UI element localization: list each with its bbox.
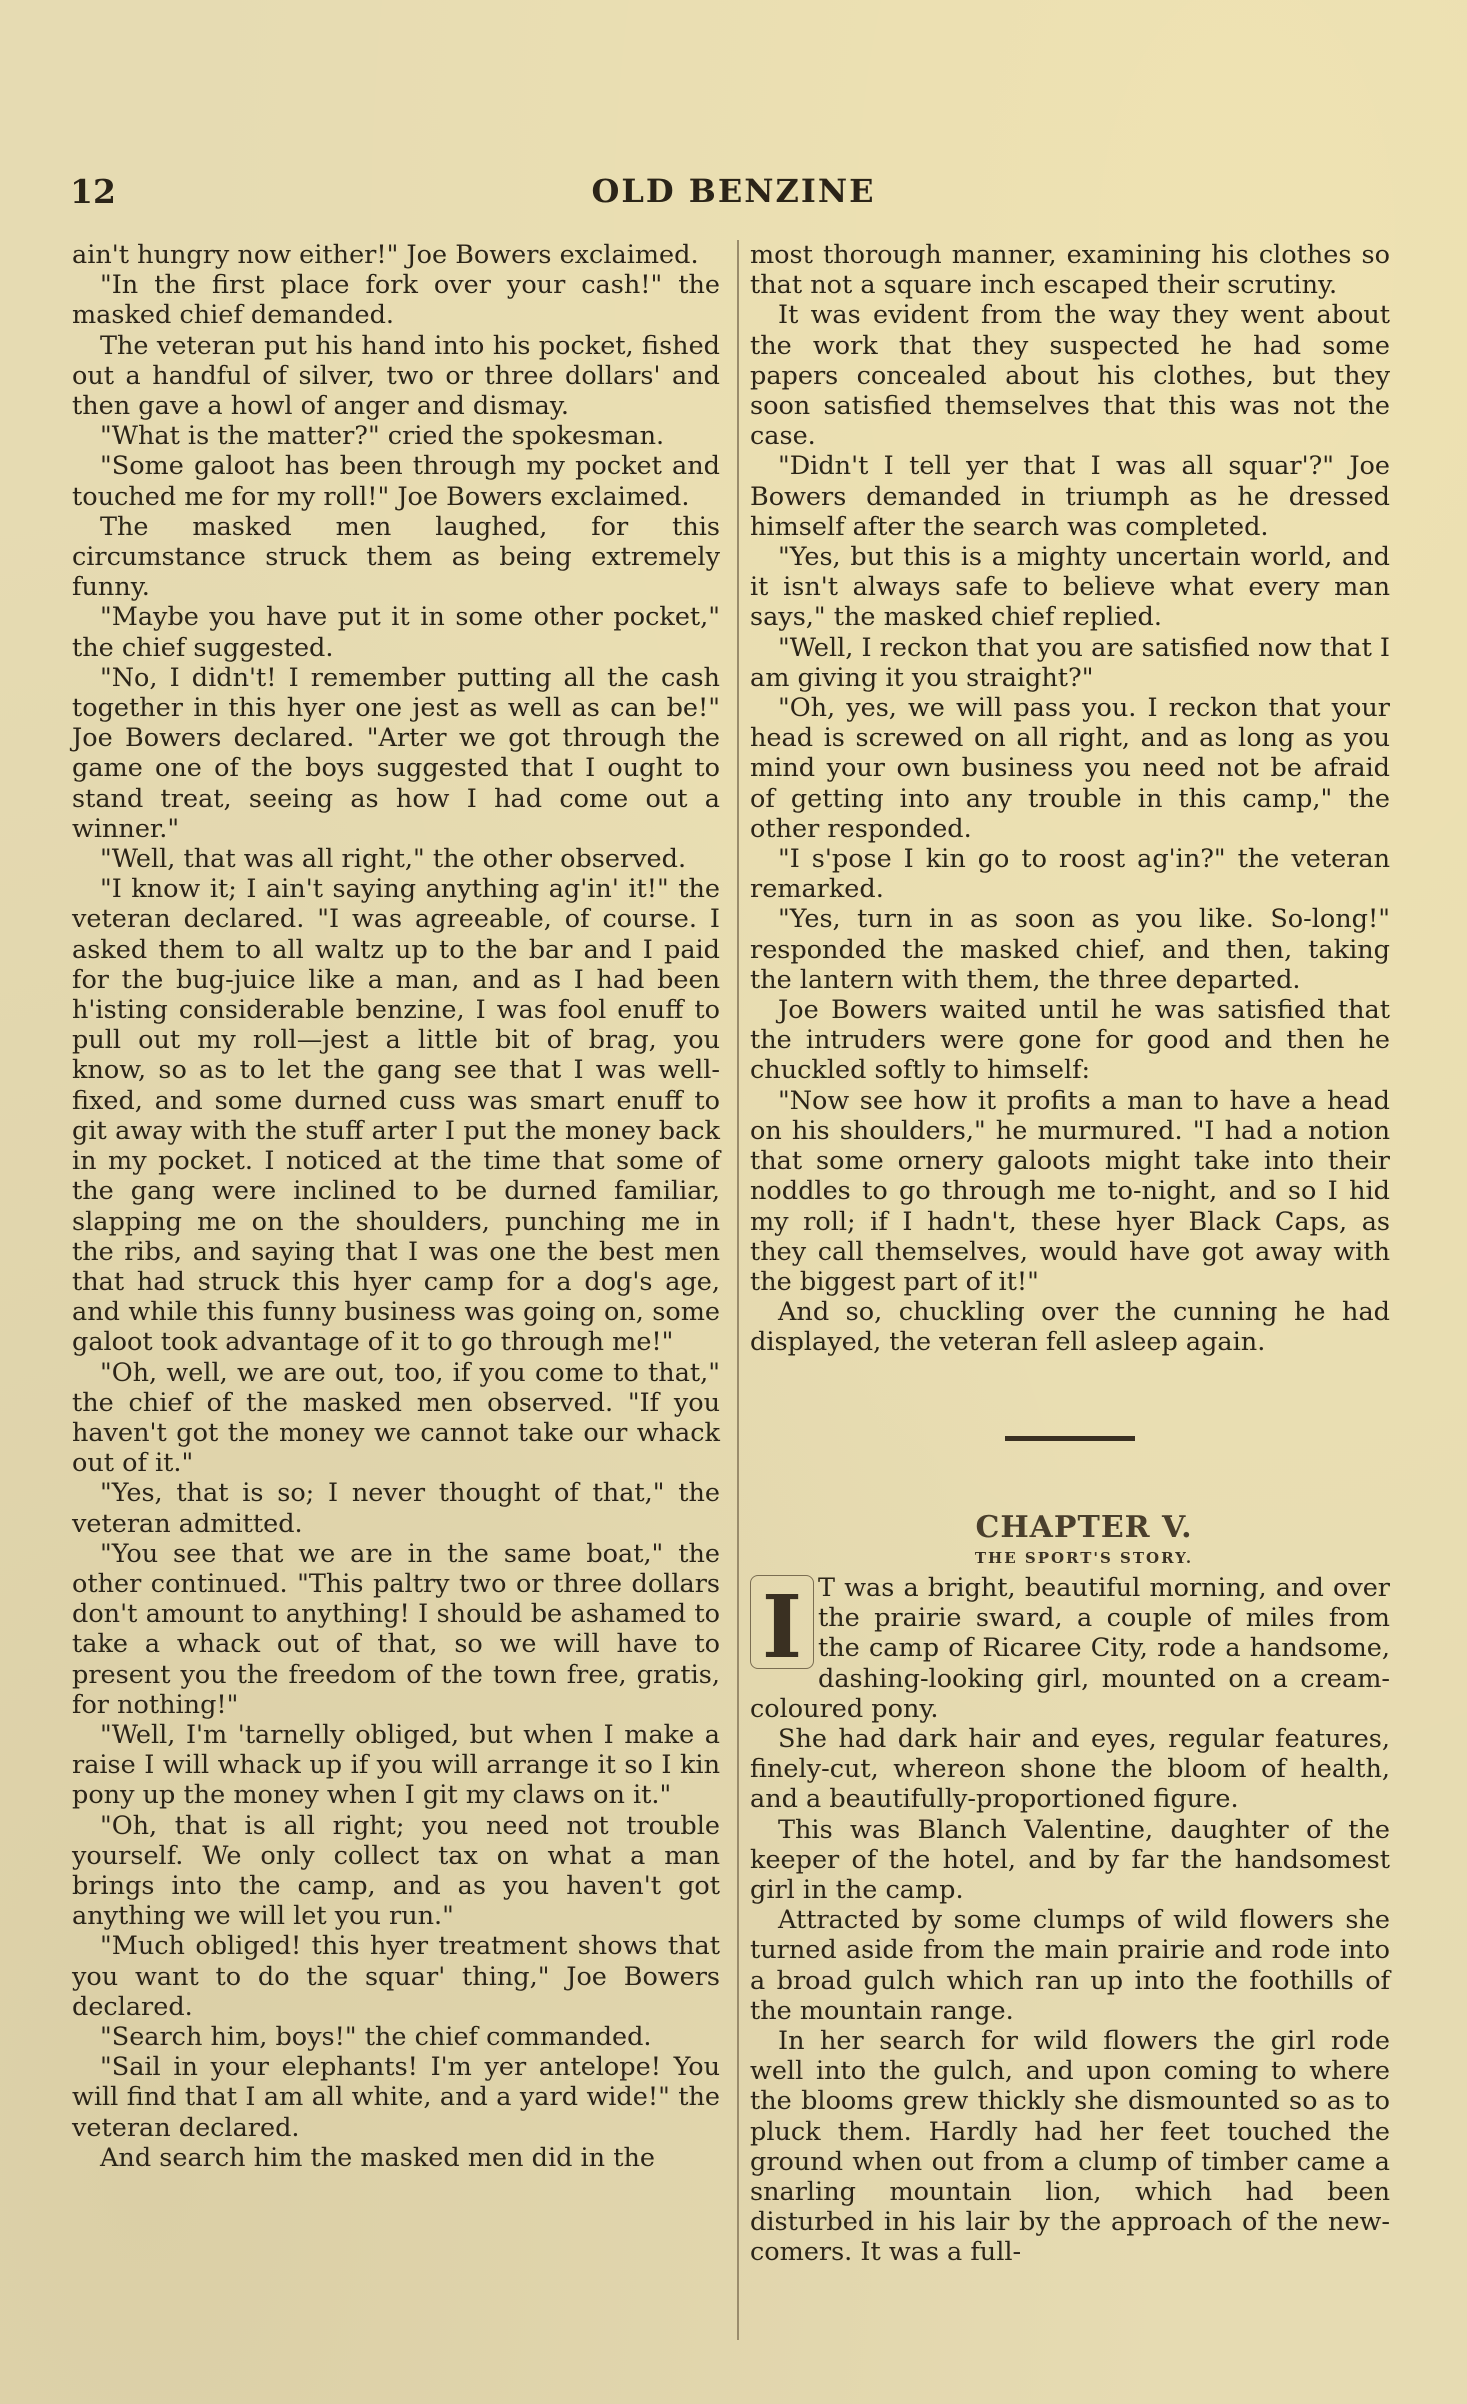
paragraph: "Search him, boys!" the chief commanded.: [100, 2021, 652, 2052]
paragraph: "Much obliged! this hyer treatment shows that you want to do the squar' thing," Joe Bowers declared.: [72, 1931, 720, 2022]
right-column: [750, 240, 1390, 2268]
paragraph: The masked men laughed, for this circumstance struck them as being extremely funny.: [72, 511, 720, 603]
paragraph: "I s'pose I kin go to roost ag'in?" the veteran remarked.: [750, 844, 1390, 905]
running-head: OLD BENZINE: [591, 172, 876, 210]
section-divider: [1005, 1436, 1135, 1441]
paragraph: The veteran put his hand into his pocket, fished out a handful of silver, two or three dollars' and then gave a howl of anger and dismay.: [72, 330, 720, 422]
paragraph: "Yes, that is so; I never thought of that," the veteran admitted.: [72, 1478, 720, 1539]
paragraph: "In the first place fork over your cash!" the masked chief demanded.: [72, 270, 720, 331]
paragraph: "Well, I'm 'tarnelly obliged, but when I make a raise I will whack up if you will arrange it so I kin pony up the money when I git my claws on it.": [72, 1719, 720, 1811]
paragraph: most thorough manner, examining his clothes so that not a square inch escaped their scrutiny.: [750, 240, 1390, 301]
paragraph: Joe Bowers waited until he was satisfied that the intruders were gone for good and then he chuckled softly to himself:: [750, 995, 1390, 1086]
paragraph: "Yes, turn in as soon as you like. So-long!" responded the masked chief, and then, taking the lantern with them, the three departed.: [750, 904, 1390, 995]
paragraph: "Now see how it profits a man to have a head on his shoulders," he murmured. "I had a notion that some ornery galoots might take into their noddles to go through me to-night, and so I hid my roll; if I hadn't, these hyer Black Caps, as they call themselves, would have got away with the biggest part of it!": [750, 1085, 1390, 1297]
paragraph: "No, I didn't! I remember putting all the cash together in this hyer one jest as well as can be!" Joe Bowers declared. "Arter we got through the game one of the boys suggested that I ought to stand treat, seeing as how I had come out a winner.": [72, 662, 720, 844]
paragraph: Attracted by some clumps of wild flowers she turned aside from the main prairie and rode into a broad gulch which ran up into the foothills of the mountain range.: [750, 1905, 1390, 2026]
paragraph: "Oh, yes, we will pass you. I reckon that your head is screwed on all right, and as long as you mind your own business you need not be afraid of getting into any trouble in this camp," the other responded.: [750, 693, 1390, 844]
paragraph: "Well, I reckon that you are satisfied now that I am giving it you straight?": [750, 632, 1390, 693]
paragraph: "Didn't I tell yer that I was all squar'?" Joe Bowers demanded in triumph as he dressed himself after the search was completed.: [750, 451, 1390, 542]
chapter-first-paragraph-text: T was a bright, beautiful morning, and over the prairie sward, a couple of miles from the camp of Ricaree City, rode a handsome, dashing-looking girl, mounted on a cream-coloured pony.: [750, 1572, 1390, 1724]
paragraph: "Sail in your elephants! I'm yer antelope! You will find that I am all white, and a yard wide!" the veteran declared.: [72, 2052, 720, 2143]
paragraph: And search him the masked men did in the: [100, 2142, 655, 2173]
drop-cap: I: [750, 1575, 814, 1669]
chapter-title: CHAPTER V.: [975, 1509, 1193, 1545]
paragraph: "Some galoot has been through my pocket and touched me for my roll!" Joe Bowers exclaimed.: [72, 451, 720, 512]
paragraph: "Yes, but this is a mighty uncertain world, and it isn't always safe to believe what every man says," the masked chief replied.: [750, 542, 1390, 633]
chapter-paragraphs: [750, 1724, 1390, 2268]
right-column-text: [750, 240, 1390, 1358]
chapter-first-paragraph: [750, 1573, 1390, 1724]
paragraph: It was evident from the way they went about the work that they suspected he had some papers concealed about his clothes, but they soon satisfied themselves that this was not the case.: [750, 300, 1390, 452]
chapter-subtitle: THE SPORT'S STORY.: [974, 1548, 1194, 1567]
paragraph: "Well, that was all right," the other observed.: [100, 844, 687, 875]
paragraph: "What is the matter?" cried the spokesman.: [100, 421, 665, 452]
column-rule: [737, 240, 739, 2340]
paragraph: She had dark hair and eyes, regular features, finely-cut, whereon shone the bloom of health, and a beautifully-proportioned figure.: [750, 1723, 1390, 1815]
paragraph: This was Blanch Valentine, daughter of the keeper of the hotel, and by far the handsomest girl in the camp.: [750, 1814, 1390, 1905]
paragraph: "You see that we are in the same boat," the other continued. "This paltry two or three dollars don't amount to anything! I should be ashamed to take a whack out of that, so we will have to present you the freedom of the town free, gratis, for nothing!": [72, 1538, 720, 1720]
paragraph: "Maybe you have put it in some other pocket," the chief suggested.: [72, 602, 720, 663]
paragraph: And so, chuckling over the cunning he had displayed, the veteran fell asleep again.: [750, 1297, 1390, 1358]
paragraph: "I know it; I ain't saying anything ag'in' it!" the veteran declared. "I was agreeable, of course. I asked them to all waltz up to the bar and I paid for the bug-juice like a man, and as I had been h'isting considerable benzine, I was fool enuff to pull out my roll—jest a little bit of brag, you know, so as to let the gang see that I was well-fixed, and some durned cuss was smart enuff to git away with the stuff arter I put the money back in my pocket. I noticed at the time that some of the gang were inclined to be durned familiar, slapping me on the shoulders, punching me in the ribs, and saying that I was one the best men that had struck this hyer camp for a dog's age, and while this funny business was going on, some galoot took advantage of it to go through me!": [72, 874, 720, 1358]
paragraph: "Oh, that is all right; you need not trouble yourself. We only collect tax on what a man brings into the camp, and as you haven't got anything we will let you run.": [72, 1810, 720, 1932]
paragraph: ain't hungry now either!" Joe Bowers exclaimed.: [72, 240, 699, 270]
left-column: [72, 240, 720, 2173]
page-number: 12: [70, 172, 116, 211]
paragraph: In her search for wild flowers the girl rode well into the gulch, and upon coming to where the blooms grew thickly she dismounted so as to pluck them. Hardly had her feet touched the ground when out from a clump of timber came a snarling mountain lion, which had been disturbed in his lair by the approach of the new-comers. It was a full-: [750, 2025, 1390, 2268]
paragraph: "Oh, well, we are out, too, if you come to that," the chief of the masked men observed. "If you haven't got the money we cannot take our whack out of it.": [72, 1357, 720, 1479]
